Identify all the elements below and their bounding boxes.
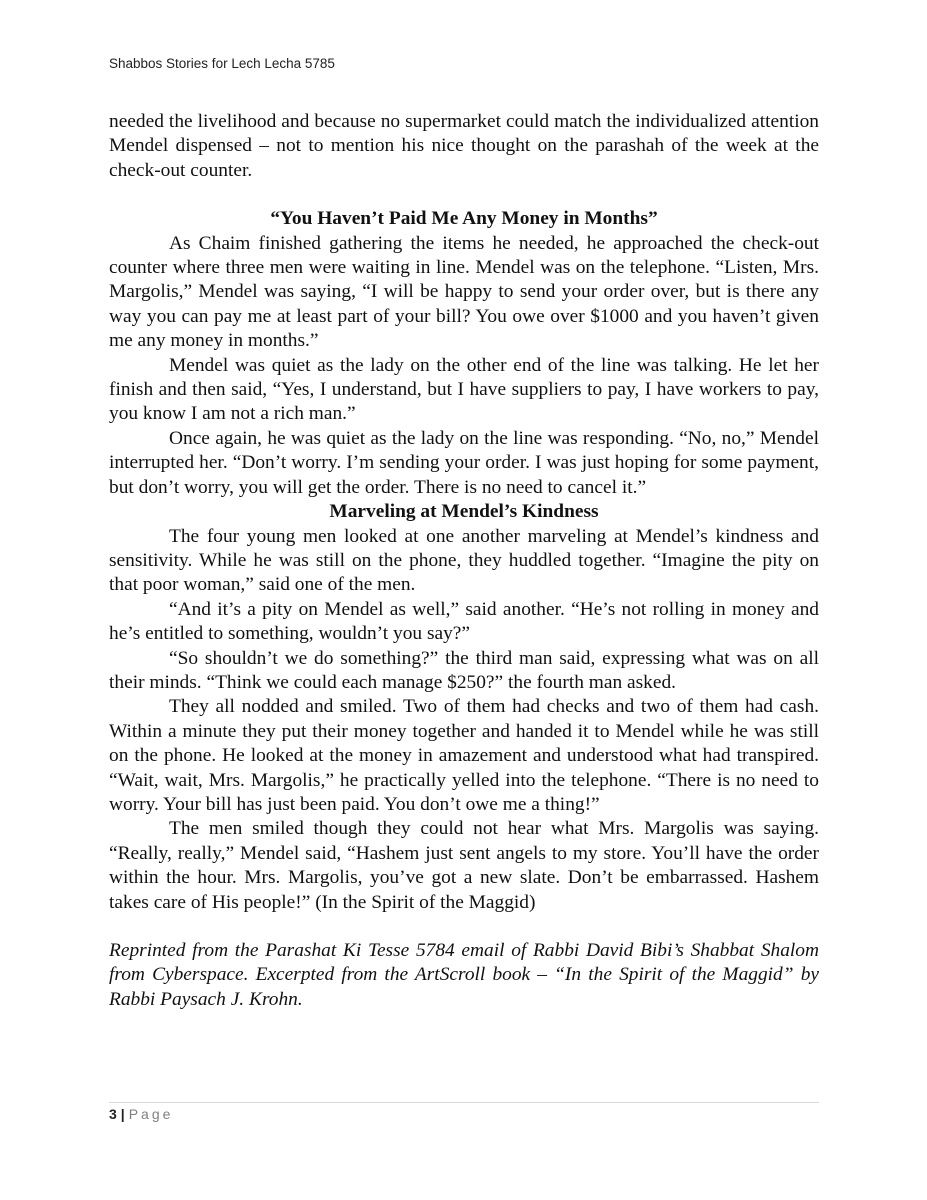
story-paragraph-8: The men smiled though they could not hear what Mrs. Margolis was saying. “Really, really,” Mendel said, “Hashem just sent angels to my store. You’ll have the order within the hour. Mrs. Margolis, you’ve got a new slate. Don’t be embarrassed. Hashem takes care of His people!” (In the Spirit of the Maggid) [109,818,819,913]
section-spacer [109,915,819,939]
story-paragraph-2: Mendel was quiet as the lady on the other end of the line was talking. He let her finish and then said, “Yes, I understand, but I have suppliers to pay, I have workers to pay, you know I am not a rich man.” [109,354,819,425]
story-paragraph-1: As Chaim finished gathering the items he needed, he approached the check-out counter where three men were waiting in line. Mendel was on the telephone. “Listen, Mrs. Margolis,” Mendel was saying, “I will be happy to send your order over, but is there any way you can pay me at least part of your bill? You owe over $1000 and you haven’t given me any money in months.” [109,232,819,352]
document-body [109,110,819,1012]
page-header: Shabbos Stories for Lech Lecha 5785 [109,56,335,71]
section-spacer [109,183,819,207]
story-paragraph-5: “And it’s a pity on Mendel as well,” said another. “He’s not rolling in money and he’s entitled to something, wouldn’t you say?” [109,598,819,645]
story-paragraph-4: The four young men looked at one another marveling at Mendel’s kindness and sensitivity. While he was still on the phone, they huddled together. “Imagine the pity on that poor woman,” said one of the men. [109,525,819,596]
page-footer [109,1106,173,1122]
page-number: 3 [109,1106,117,1122]
footer-separator: | [120,1106,125,1122]
section-heading-2: Marveling at Mendel’s Kindness [329,501,599,523]
story-paragraph-6: “So shouldn’t we do something?” the third man said, expressing what was on all their minds. “Think we could each manage $250?” the fourth man asked. [109,647,819,693]
page-label: Page [128,1106,174,1122]
section-heading-1: “You Haven’t Paid Me Any Money in Months” [270,208,658,230]
footer-divider [109,1102,819,1103]
story-paragraph-7: They all nodded and smiled. Two of them had checks and two of them had cash. Within a minute they put their money together and handed it to Mendel while he was still on the phone. He looked at the money in amazement and understood what had transpired. “Wait, wait, Mrs. Margolis,” he practically yelled into the telephone. “There is no need to worry. Your bill has just been paid. You don’t owe me a thing!” [109,696,819,815]
story-paragraph-3: Once again, he was quiet as the lady on the line was responding. “No, no,” Mendel interrupted her. “Don’t worry. I’m sending your order. I was just hoping for some payment, but don’t worry, you will get the order. There is no need to cancel it.” [109,427,819,498]
intro-paragraph: needed the livelihood and because no supermarket could match the individualized attention Mendel dispensed – not to mention his nice thought on the parashah of the week at the check-out counter. [109,111,819,181]
source-credit: Reprinted from the Parashat Ki Tesse 5784 email of Rabbi David Bibi’s Shabbat Shalom from Cyberspace. Excerpted from the ArtScroll book – “In the Spirit of the Maggid” by Rabbi Paysach J. Krohn. [109,940,819,1010]
